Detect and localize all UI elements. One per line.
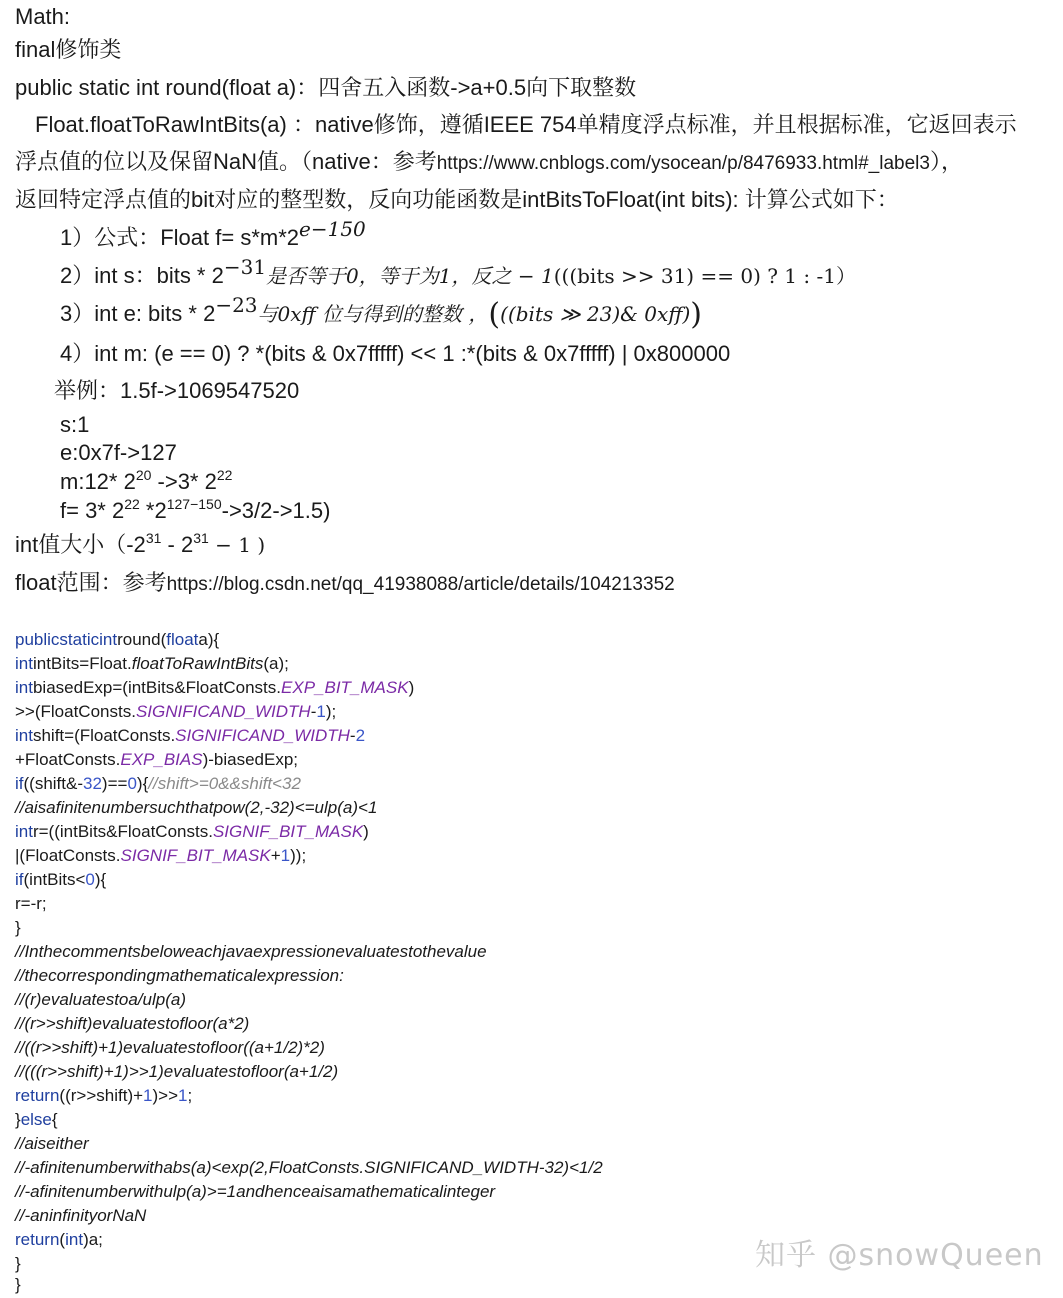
code-token: ((bits ≫ 23)& 0xff) [500,302,691,326]
code-line: r=-r; [15,894,47,913]
round-signature-note: public static int round(float a)：四舍五入函数->a+0.5向下取整数 [15,75,637,100]
code-comment: //Inthecommentsbeloweachjavaexpressionevaluatestothevalue [15,942,487,961]
code-line [15,724,365,748]
code-token: if [15,870,24,889]
code-line [15,1228,103,1252]
code-token: ）， [929,149,963,174]
code-token: ) [408,678,415,697]
code-token: floatToRawIntBits [131,654,264,673]
code-token: int [15,726,33,745]
code-token: SIGNIFICAND_WIDTH [175,726,350,745]
code-token: )); [290,846,307,865]
code-token: a){ [198,630,220,649]
code-token: 0 [85,870,95,889]
float-to-raw-note-line3: 返回特定浮点值的bit对应的整型数，反向功能函数是intBitsToFloat(int bits): 计算公式如下： [15,187,899,212]
float-to-raw-note-line2 [15,147,963,179]
code-token: 32 [83,774,102,793]
code-token: 22 [124,496,140,512]
code-token: 3）int e: bits * 2 [60,301,216,326]
code-token: e−150 [299,217,366,241]
code-token: ) [363,822,369,841]
code-token: biasedExp=(intBits&FloatConsts. [32,678,282,697]
code-token: int值大小（-2 [15,532,146,557]
code-token: 2 [355,726,366,745]
code-token: 31 [193,530,209,546]
code-token: ){ [94,870,107,889]
code-comment: //(r)evaluatestoa/ulp(a) [15,990,187,1009]
code-token: ->3/2->1.5) [221,498,331,523]
example-m [60,467,232,497]
example-f [60,496,330,526]
code-token: *2 [139,498,167,523]
code-token: { [51,1110,58,1129]
code-token: (a); [263,654,289,673]
formula-3: 3）int e: bits * $2^{-23}$与0xff 位与得到的整数 ，(((bits ≫ 23)& 0xff)) [60,293,703,332]
code-token: (intBits< [23,870,86,889]
code-token: m:12* 2 [60,469,136,494]
code-token: else [20,1110,52,1129]
code-comment: //aiseither [15,1134,89,1153]
code-token: float范围：参考 [15,570,167,595]
code-token: int [65,1230,84,1249]
code-token: ; [187,1086,193,1105]
code-line [15,820,369,844]
code-token: int [15,822,33,841]
code-token: −23 [215,293,258,317]
csdn-link[interactable]: https://blog.csdn.net/qq_41938088/article/details/104213352 [166,574,675,595]
code-comment: //-afinitenumberwithulp(a)>=1andhenceaisamathematicalinteger [15,1182,496,1201]
code-token: 1 [143,1086,153,1105]
code-token: +FloatConsts. [15,750,121,769]
example-title: 举例：1.5f->1069547520 [54,378,300,403]
code-token: 1 [316,702,326,721]
code-comment: //-afinitenumberwithabs(a)<exp(2,FloatConsts.SIGNIFICAND_WIDTH-32)<1/2 [15,1158,603,1177]
code-token: float [166,630,199,649]
code-token: - [310,702,317,721]
code-comment: //thecorrespondingmathematicalexpression: [15,966,344,985]
code-token: 1 [178,1086,188,1105]
code-token: ->3* 2 [151,469,217,494]
code-token: 1 [280,846,291,865]
code-token: static [59,630,100,649]
code-line [15,844,306,868]
code-line [15,772,301,796]
example-s: s:1 [60,412,90,437]
cnblogs-link[interactable]: https://www.cnblogs.com/ysocean/p/8476933.html#_label3 [436,153,930,174]
code-token: )>> [152,1086,179,1105]
code-token: ){ [136,774,149,793]
code-token: EXP_BIAS [120,750,203,769]
code-token: 1）公式：Float f= s*m*2 [60,225,300,250]
code-comment: //aisafinitenumbersuchthatpow(2,-32)<=ulp(a)<1 [15,798,378,817]
code-token: )-biasedExp; [202,750,299,769]
formula-2 [60,255,856,291]
code-token: )a; [83,1230,103,1249]
example-e: e:0x7f->127 [60,440,177,465]
code-token: public [15,630,60,649]
code-comment: //-aninfinityorNaN [15,1206,147,1225]
code-token: −31 [223,255,267,279]
code-token: 20 [135,467,152,483]
code-token: int [15,654,33,673]
code-comment: //((r>>shift)+1)evaluatestofloor((a+1/2)*2) [15,1038,325,1057]
code-token: 31 [145,530,162,546]
formula-4: 4）int m: (e == 0) ? *(bits & 0x7fffff) << 1 :*(bits & 0x7fffff) | 0x800000 [60,341,731,366]
code-token: if [15,774,24,793]
code-token: ((r>>shift)+ [59,1086,144,1105]
formula-1 [60,217,366,253]
code-token: SIGNIF_BIT_MASK [120,846,271,865]
notes-title: Math: [15,4,71,29]
code-token: 与0xff 位与得到的整数 ， [257,302,489,326]
code-line: } [15,1254,21,1273]
code-token: int [15,678,33,697]
code-line [15,652,289,676]
code-token: intBits=Float. [32,654,132,673]
code-token: EXP_BIT_MASK [281,678,409,697]
zhihu-watermark: 知乎 @snowQueen [755,1238,1044,1273]
code-token: //shift>=0&&shift<32 [148,774,301,793]
code-token: 2）int s：bits * 2 [60,263,224,288]
code-token: |(FloatConsts. [15,846,121,865]
code-token: 22 [216,467,233,483]
code-token: ( [59,1230,66,1249]
code-token: 浮点值的位以及保留NaN值。（native：参考 [15,149,437,174]
final-class-note: final修饰类 [15,37,122,62]
int-range-note [15,530,265,560]
code-token: int [99,630,118,649]
code-token: } [15,1110,21,1129]
code-token: 0 [127,774,137,793]
code-token: f= 3* 2 [60,498,125,523]
code-token: >>(FloatConsts. [15,702,136,721]
code-token: return [15,1086,60,1105]
code-token: )== [101,774,128,793]
code-line: } [15,1275,21,1294]
code-token: SIGNIFICAND_WIDTH [135,702,311,721]
code-token: SIGNIF_BIT_MASK [212,822,364,841]
code-token: (((bits >> 31) == 0) ? 1 : -1） [553,264,856,288]
code-token: - 2 [161,532,194,557]
float-to-raw-note-line1: Float.floatToRawIntBits(a) ：native修饰，遵循IEEE 754单精度浮点标准，并且根据标准，它返回表示 [35,112,1017,137]
code-token: 127−150 [166,496,222,512]
code-token: - [349,726,356,745]
code-token: round [117,630,161,649]
code-line [15,628,219,652]
code-token: 是否等于0，等于为1，反之 − 1 [266,264,554,288]
code-token: ); [325,702,337,721]
code-line [15,868,106,892]
code-line [15,748,298,772]
code-line [15,700,336,724]
code-comment: //(r>>shift)evaluatestofloor(a*2) [15,1014,250,1033]
code-token: return [15,1230,60,1249]
code-token: r=((intBits&FloatConsts. [32,822,213,841]
code-token: + [270,846,281,865]
code-line [15,1108,58,1132]
code-token: ( [160,630,167,649]
code-line [15,1084,192,1108]
code-line: } [15,918,21,937]
code-comment: //(((r>>shift)+1)>>1)evaluatestofloor(a+1/2) [15,1062,339,1081]
code-token: ((shift&- [23,774,83,793]
code-token: − 1 ) [208,533,266,557]
float-range-note [15,568,675,600]
code-token: shift=(FloatConsts. [32,726,176,745]
code-line [15,676,414,700]
